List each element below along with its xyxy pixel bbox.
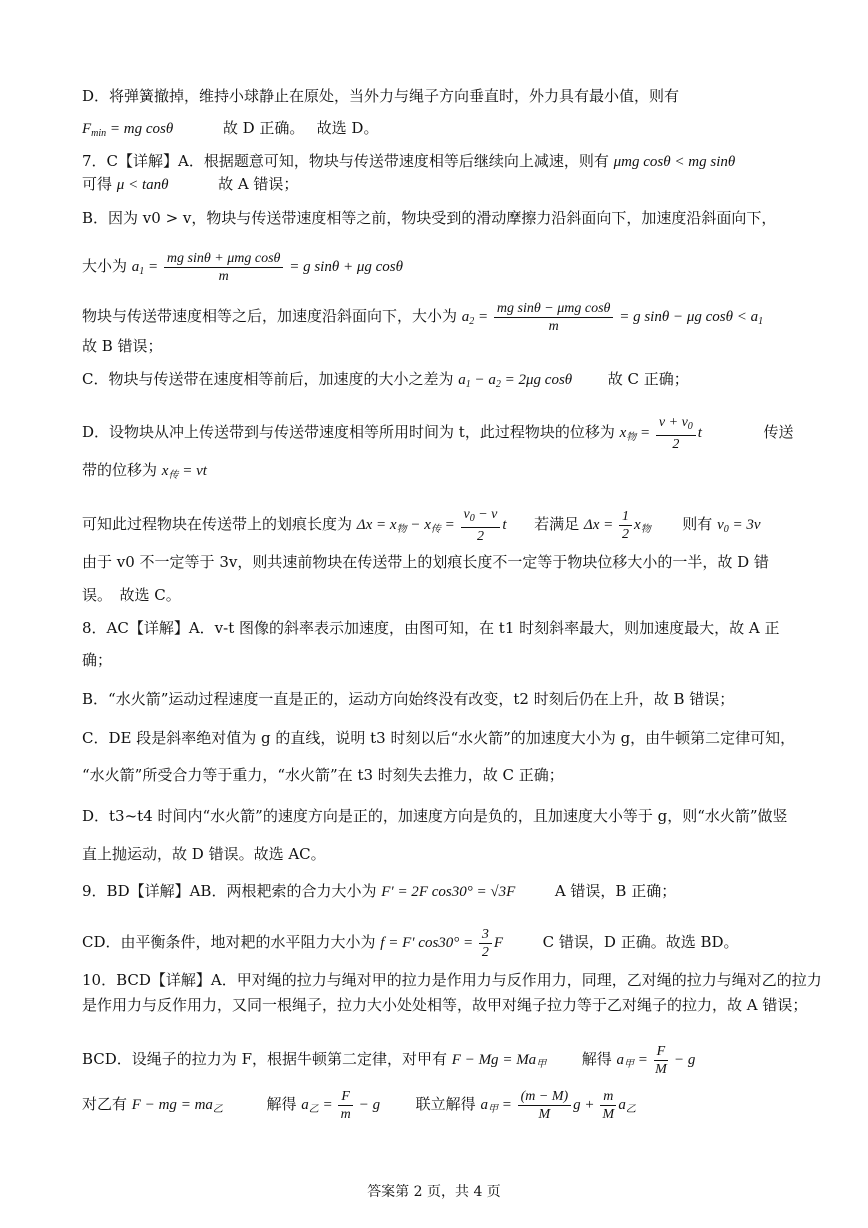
q9-line-b <box>82 926 828 961</box>
q8-line-d2: 直上抛运动，故 D 错误。故选 AC。 <box>82 845 326 863</box>
formula: μmg cosθ < mg sinθ <box>613 154 736 170</box>
q10-b-text: BCD．设绳子的拉力为 F，根据牛顿第二定律，对甲有 <box>82 1049 447 1068</box>
formula: $F_{min}$ = mg cosθ <box>82 121 174 139</box>
formula: $x_传$ = vt <box>161 463 207 481</box>
q9-b-text: CD．由平衡条件，地对耙的水平阻力大小为 <box>82 932 376 951</box>
formula: f = F′ cos30° = $\frac{3}{2}$ F <box>380 927 504 960</box>
q7-line-d5: 误。 故选 C。 <box>82 586 181 604</box>
q7-line-d <box>82 414 828 453</box>
q7-line-b3 <box>82 300 828 335</box>
q7-a2-conclusion: 故 A 错误； <box>218 175 299 193</box>
q9-a-conclusion: A 错误，B 正确； <box>554 882 677 900</box>
q6-d-line-1: D．将弹簧撤掉，维持小球静止在原处，当外力与绳子方向垂直时，外力具有最小值，则有 <box>82 87 680 105</box>
formula: F − mg = $ma_乙$ <box>131 1096 223 1115</box>
formula: $a_2$ = $\frac{\text{mg sinθ − μmg cosθ}}{m}$ = g sinθ − μg $\cos\theta < a_1$ <box>461 301 764 334</box>
q7-d3-text-3: 则有 <box>682 514 713 533</box>
q7-b3-text: 物块与传送带速度相等之后，加速度沿斜面向下，大小为 <box>82 306 458 325</box>
q7-line-b4: 故 B 错误； <box>82 337 163 355</box>
formula: $x_物$ = $\frac{v + v_0}{2}$ t <box>619 415 702 452</box>
q7-line-d3 <box>82 506 828 545</box>
q8-line-a2: 确； <box>82 651 113 669</box>
formula: Δx = $\frac{1}{2}$ $x_物$ <box>583 509 651 542</box>
q10-b-text-2: 解得 <box>581 1049 612 1068</box>
q7-line-d4: 由于 v0 不一定等于 3v，则共速前物块在传送带上的划痕长度不一定等于物块位移大小的一半，故 D 错 <box>82 553 769 571</box>
q7-d-text: D．设物块从冲上传送带到与传送带速度相等所用时间为 t，此过程物块的位移为 <box>82 422 615 441</box>
q10-line-c <box>82 1088 828 1123</box>
q7-c-conclusion: 故 C 正确； <box>607 370 689 388</box>
q7-d3-text: 可知此过程物块在传送带上的划痕长度为 <box>82 514 353 533</box>
q7-a-text: 7．C【详解】A．根据题意可知，物块与传送带速度相等后继续向上减速，则有 <box>82 152 609 170</box>
formula: $a_甲$ = $\frac{(m - M)}{M}$ g + $\frac{m}{M}$ $a_乙$ <box>480 1089 636 1122</box>
formula: $a_甲$ = $\frac{F}{M}$ − g <box>616 1044 696 1077</box>
q10-c-text-2: 解得 <box>266 1094 297 1113</box>
q7-d2-text: 带的位移为 <box>82 461 158 479</box>
q9-line-a <box>82 881 828 902</box>
q8-line-c: C．DE 段是斜率绝对值为 g 的直线，说明 t3 时刻以后“水火箭”的加速度大小为 g，由牛顿第二定律可知， <box>82 729 796 747</box>
formula: $\Delta x = x_物 - x_传$ = $\frac{v_0 - v}{2}$ t <box>356 507 507 544</box>
formula: $a_1$ = $\frac{\text{mg sinθ + μmg cosθ}}{m}$ = g sinθ + μg cosθ <box>131 251 403 284</box>
q7-line-b: B．因为 v0 > v，物块与传送带速度相等之前，物块受到的滑动摩擦力沿斜面向下，加速度沿斜面向下， <box>82 209 777 227</box>
page-footer: 答案第 2 页，共 4 页 <box>367 1184 501 1200</box>
q7-line-a <box>82 151 828 172</box>
q10-paragraph-a: 10．BCD【详解】A．甲对绳的拉力与绳对甲的拉力是作用力与反作用力，同理，乙对绳的拉力与绳对乙的拉力是作用力与反作用力，又同一根绳子，拉力大小处处相等，故甲对绳子拉力等于乙对绳子的拉力，故 A 错误； <box>82 971 822 1014</box>
formula: $a_1 - a_2 = 2\mu g$ cosθ <box>458 372 573 390</box>
q8-line-d: D．t3~t4 时间内“水火箭”的速度方向是正的，加速度方向是负的，且加速度大小等于 g，则“水火箭”做竖 <box>82 807 788 825</box>
q7-line-a2 <box>82 174 828 195</box>
formula: μ < tanθ <box>116 177 169 193</box>
q7-a2-text: 可得 <box>82 175 113 193</box>
formula: $a_乙$ = $\frac{F}{m}$ − g <box>301 1089 381 1122</box>
formula: $v_0 = 3v$ <box>717 516 761 535</box>
conclusion-text: 故 D 正确。 故选 D。 <box>222 119 379 137</box>
q10-c-text: 对乙有 <box>82 1094 128 1113</box>
q10-line-b <box>82 1043 828 1078</box>
q8-line-a: 8．AC【详解】A．v-t 图像的斜率表示加速度，由图可知，在 t1 时刻斜率最大，则加速度最大，故 A 正 <box>82 619 780 637</box>
q7-line-b2 <box>82 250 828 285</box>
q7-line-d2 <box>82 460 828 486</box>
q7-d3-text-2: 若满足 <box>534 514 580 533</box>
formula: F′ = 2F cos30° = √3F <box>381 884 516 900</box>
q9-a-text: 9．BD【详解】AB．两根耙索的合力大小为 <box>82 882 377 900</box>
q7-c-text: C．物块与传送带在速度相等前后，加速度的大小之差为 <box>82 370 454 388</box>
q7-b2-text: 大小为 <box>82 256 128 275</box>
q10-c-text-3: 联立解得 <box>415 1094 476 1113</box>
q8-line-c2: “水火箭”所受合力等于重力，“水火箭”在 t3 时刻失去推力，故 C 正确； <box>82 766 564 784</box>
q7-line-c <box>82 369 828 395</box>
q8-line-b: B．“水火箭”运动过程速度一直是正的，运动方向始终没有改变，t2 时刻后仍在上升，故 B 错误； <box>82 690 735 708</box>
q7-d-text-cont: 传送 <box>763 422 794 441</box>
q6-d-line-2 <box>82 118 828 144</box>
formula: $F - Mg = Ma_甲$ <box>451 1051 547 1070</box>
q9-b-conclusion: C 错误，D 正确。故选 BD。 <box>542 932 739 951</box>
